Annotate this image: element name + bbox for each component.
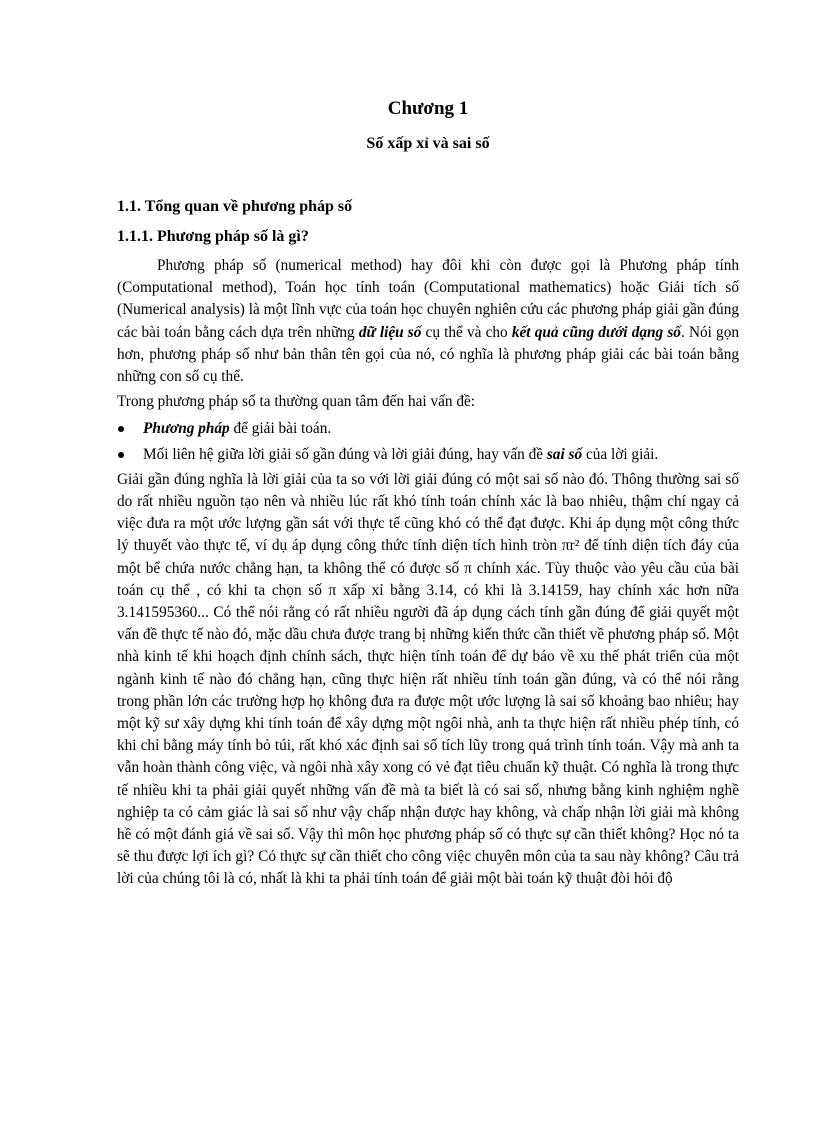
chapter-title: Chương 1 <box>387 98 469 119</box>
concerns-paragraph: Trong phương pháp số ta thường quan tâm đến hai vấn đề: <box>117 393 476 411</box>
list-item: Mối liên hệ giữa lời giải số gần đúng và lời giải đúng, hay vấn đề sai số của lời giải. <box>117 444 739 466</box>
emphasis-numeric-data: dữ liệu số <box>358 323 422 341</box>
subsection-heading: 1.1.1. Phương pháp số là gì? <box>117 228 309 245</box>
emphasis-numeric-result: kết quả cũng dưới dạng số <box>511 323 681 341</box>
list-item: Phương pháp để giải bài toán. <box>117 418 739 440</box>
bullet-icon <box>118 452 124 458</box>
intro-paragraph: Phương pháp số (numerical method) hay đôi khi còn được gọi là Phương pháp tính (Computational method), Toán học tính toán (Computational mathematics) hoặc Giải tích số (Numerical analysis) là một lĩnh vực của toán học chuyên nghiên cứu các phương pháp giải gần đúng các bài toán bằng cách dựa trên những dữ liệu số cụ thể và cho kết quả cũng dưới dạng số. Nói gọn hơn, phương pháp số như bản thân tên gọi của nó, có nghĩa là phương pháp giải các bài toán bằng những con số cụ thể. <box>117 257 739 386</box>
concerns-list <box>117 418 739 465</box>
chapter-subtitle: Số xấp xỉ và sai số <box>366 135 490 152</box>
section-heading: 1.1. Tổng quan về phương pháp số <box>117 198 353 215</box>
body-text <box>117 255 739 891</box>
approximation-paragraph: Giải gần đúng nghĩa là lời giải của ta so với lời giải đúng có một sai số nào đó. Thông thường sai số do rất nhiều nguồn tạo nên và nhiều lúc rất khó tính toán chính xác là bao nhiêu, thậm chí ngay cả việc đưa ra một ước lượng gần sát với thực tế cũng khó có thể đạt được. Khi áp dụng một công thức lý thuyết vào thực tế, ví dụ áp dụng công thức tính diện tích hình tròn πr² để tính diện tích đáy của một bể chứa nước chẳng hạn, ta không thể có được số π chính xác. Tùy thuộc vào yêu cầu của bài toán cụ thể , có khi ta chọn số π xấp xỉ bằng 3.14, có khi là 3.14159, hay chính xác hơn nữa 3.141595360... Có thể nói rằng có rất nhiều người đã áp dụng cách tính gần đúng để giải quyết một vấn đề thực tế nào đó, mặc dầu chưa được trang bị những kiến thức cần thiết về phương pháp số. Một nhà kinh tế khi hoạch định chính sách, thực hiện tính toán để dự báo về xu thế phát triển của một ngành kinh tế nào đó chẳng hạn, cũng thực hiện rất nhiều tính toán gần đúng, và có thể nói rằng trong phần lớn các trường hợp họ không đưa ra được một ước lượng là sai số khoảng bao nhiêu; hay một kỹ sư xây dựng khi tính toán để xây dựng một ngôi nhà, anh ta thực hiện rất nhiều phép tính, có khi chỉ bằng máy tính bỏ túi, rất khó xác định sai số tích lũy trong quá trình tính toán. Vậy mà anh ta vẫn hoàn thành công việc, và ngôi nhà xây xong có vẻ đạt tiêu chuẩn kỹ thuật. Có nghĩa là trong thực tế nhiều khi ta phải giải quyết những vấn đề mà ta biết là có sai số, nhưng bằng kinh nghiệm nghề nghiệp ta có cảm giác là sai số như vậy chấp nhận được hay không, và chấp nhận lời giải mà không hề có một đánh giá về sai số. Vậy thì môn học phương pháp số có thực sự cần thiết không? Học nó ta sẽ thu được lợi ích gì? Có thực sự cần thiết cho công việc chuyên môn của ta sau này không? Câu trả lời của chúng tôi là có, nhất là khi ta phải tính toán để giải một bài toán kỹ thuật đòi hỏi độ <box>117 470 739 888</box>
bullet-icon <box>118 426 124 432</box>
